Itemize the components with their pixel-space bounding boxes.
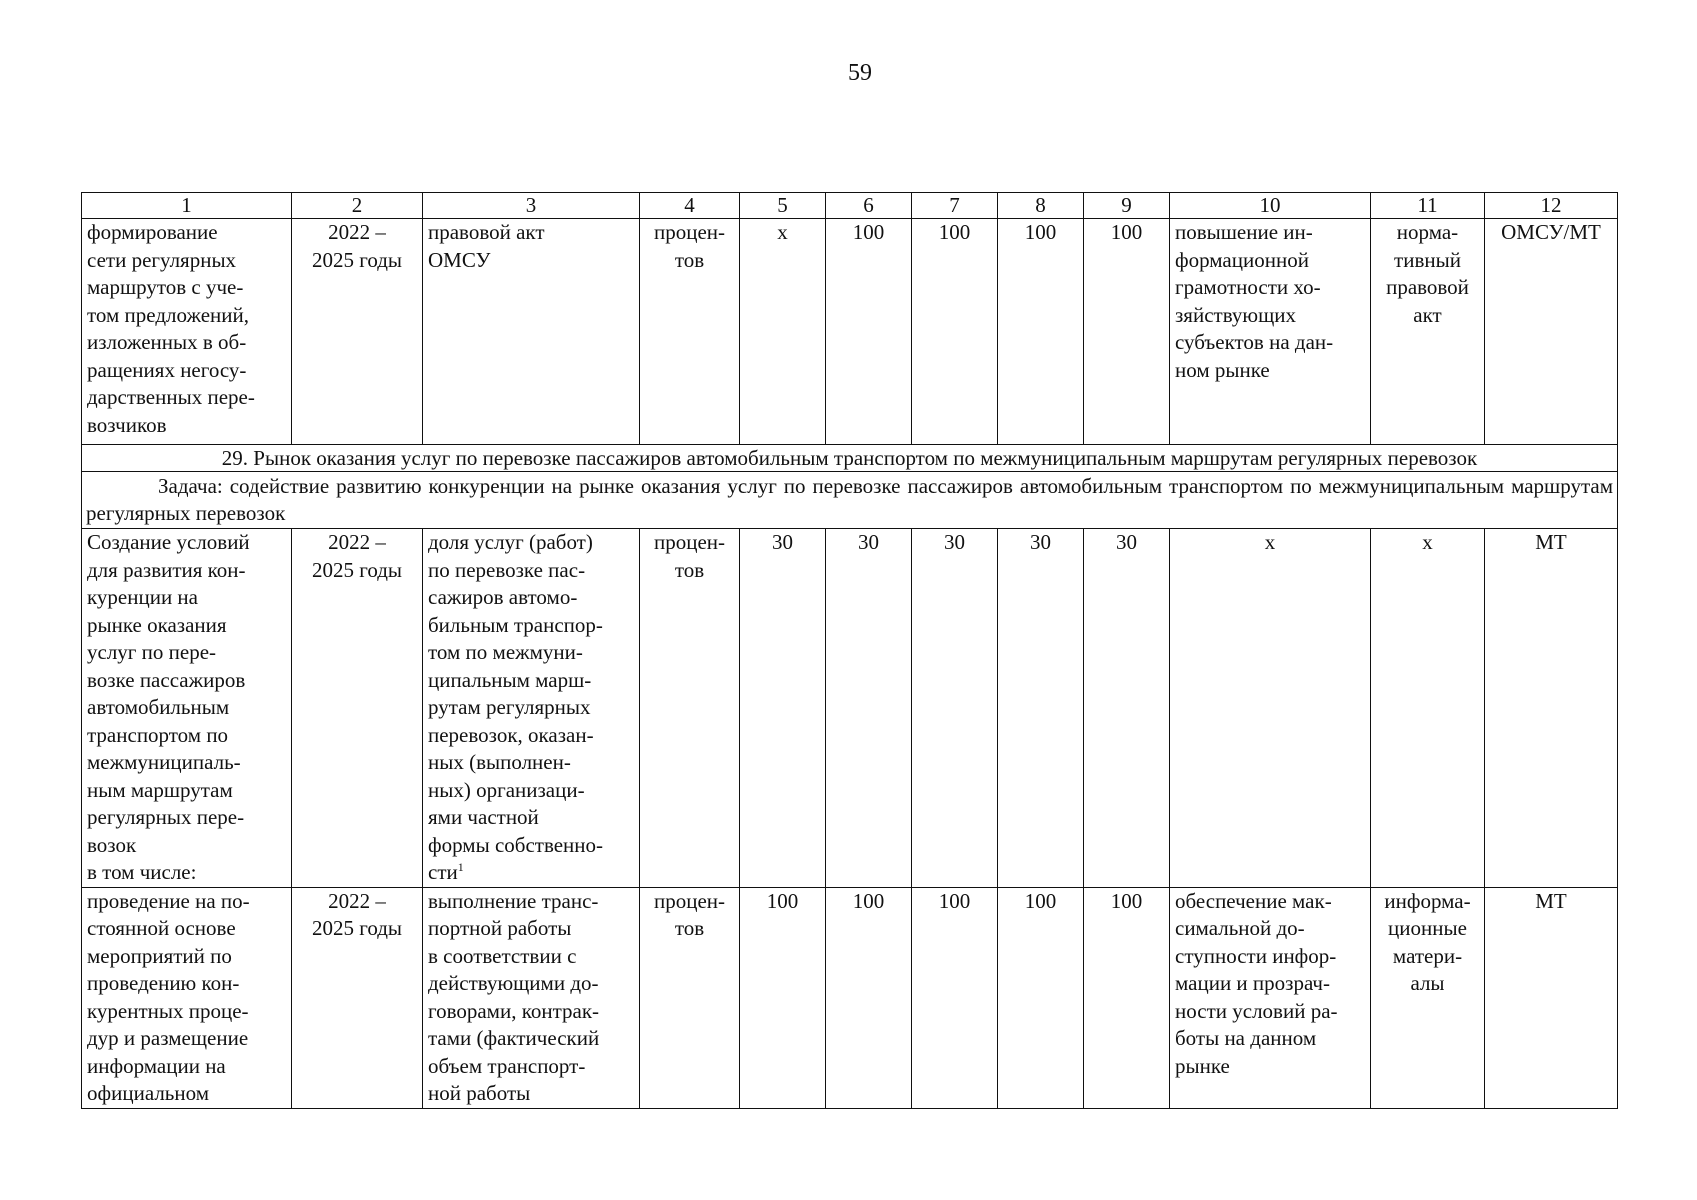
indicator-cell: выполнение транс- портной работы в соответствии с действующими до- говорами, контрак- тами (фактический объем транспорт- ной работы xyxy=(423,887,640,1108)
header-col-9: 9 xyxy=(1084,193,1170,219)
value-col-8: 30 xyxy=(998,529,1084,888)
value-col-9: 30 xyxy=(1084,529,1170,888)
document-type-cell: норма- тивный правовой акт xyxy=(1371,219,1485,445)
value-col-6: 30 xyxy=(826,529,912,888)
period-cell: 2022 – 2025 годы xyxy=(292,219,423,445)
value-col-9: 100 xyxy=(1084,219,1170,445)
result-cell: обеспечение мак- симальной до- ступности инфор- мации и прозрач- ности условий ра- боты на данном рынке xyxy=(1170,887,1371,1108)
value-col-8: 100 xyxy=(998,887,1084,1108)
indicator-cell: правовой акт ОМСУ xyxy=(423,219,640,445)
indicator-text: доля услуг (работ) по перевозке пас- сажиров автомо- бильным транспор- том по межмуни- ципальным марш- рутам регулярных перевозок, оказан- ных (выполнен- ных) организаци- ями частной формы собственно- сти xyxy=(428,530,604,884)
header-col-8: 8 xyxy=(998,193,1084,219)
header-col-11: 11 xyxy=(1371,193,1485,219)
result-cell: х xyxy=(1170,529,1371,888)
table-header-row xyxy=(82,193,1618,219)
document-type-cell: информа- ционные матери- алы xyxy=(1371,887,1485,1108)
value-col-7: 100 xyxy=(912,219,998,445)
responsible-cell: МТ xyxy=(1485,887,1618,1108)
indicator-cell xyxy=(423,529,640,888)
value-col-5: х xyxy=(740,219,826,445)
measures-table xyxy=(81,192,1618,1109)
header-col-6: 6 xyxy=(826,193,912,219)
footnote-mark: 1 xyxy=(457,860,464,874)
header-col-10: 10 xyxy=(1170,193,1371,219)
measure-name-cell: Создание условий для развития кон- куренции на рынке оказания услуг по пере- возке пассажиров автомобильным транспортом по межмуниципаль- ным маршрутам регулярных пере- возок в том числе: xyxy=(82,529,292,888)
task-text: Задача: содействие развитию конкуренции на рынке оказания услуг по перевозке пассажиров автомобильным транспортом по межмуниципальным маршрутам регулярных перевозок xyxy=(86,474,1613,525)
period-cell: 2022 – 2025 годы xyxy=(292,529,423,888)
task-row xyxy=(82,472,1618,529)
header-col-4: 4 xyxy=(640,193,740,219)
table-row xyxy=(82,219,1618,445)
value-col-6: 100 xyxy=(826,219,912,445)
task-description xyxy=(82,472,1618,529)
section-title: 29. Рынок оказания услуг по перевозке пассажиров автомобильным транспортом по межмуниципальным маршрутам регулярных перевозок xyxy=(82,445,1618,472)
section-row xyxy=(82,445,1618,472)
result-cell: повышение ин- формационной грамотности хо- зяйствующих субъектов на дан- ном рынке xyxy=(1170,219,1371,445)
value-col-6: 100 xyxy=(826,887,912,1108)
responsible-cell: ОМСУ/МТ xyxy=(1485,219,1618,445)
value-col-8: 100 xyxy=(998,219,1084,445)
header-col-1: 1 xyxy=(82,193,292,219)
document-type-cell: х xyxy=(1371,529,1485,888)
period-cell: 2022 – 2025 годы xyxy=(292,887,423,1108)
value-col-7: 30 xyxy=(912,529,998,888)
value-col-9: 100 xyxy=(1084,887,1170,1108)
unit-cell: процен- тов xyxy=(640,887,740,1108)
value-col-7: 100 xyxy=(912,887,998,1108)
value-col-5: 100 xyxy=(740,887,826,1108)
responsible-cell: МТ xyxy=(1485,529,1618,888)
unit-cell: процен- тов xyxy=(640,219,740,445)
measure-name-cell: проведение на по- стоянной основе мероприятий по проведению кон- курентных проце- дур и размещение информации на официальном xyxy=(82,887,292,1108)
table-row xyxy=(82,887,1618,1108)
header-col-2: 2 xyxy=(292,193,423,219)
unit-cell: процен- тов xyxy=(640,529,740,888)
header-col-12: 12 xyxy=(1485,193,1618,219)
header-col-5: 5 xyxy=(740,193,826,219)
table-row xyxy=(82,529,1618,888)
value-col-5: 30 xyxy=(740,529,826,888)
header-col-7: 7 xyxy=(912,193,998,219)
measure-name-cell: формирование сети регулярных маршрутов с уче- том предложений, изложенных в об- ращениях негосу- дарственных пере- возчиков xyxy=(82,219,292,445)
header-col-3: 3 xyxy=(423,193,640,219)
page-number: 59 xyxy=(848,60,872,86)
